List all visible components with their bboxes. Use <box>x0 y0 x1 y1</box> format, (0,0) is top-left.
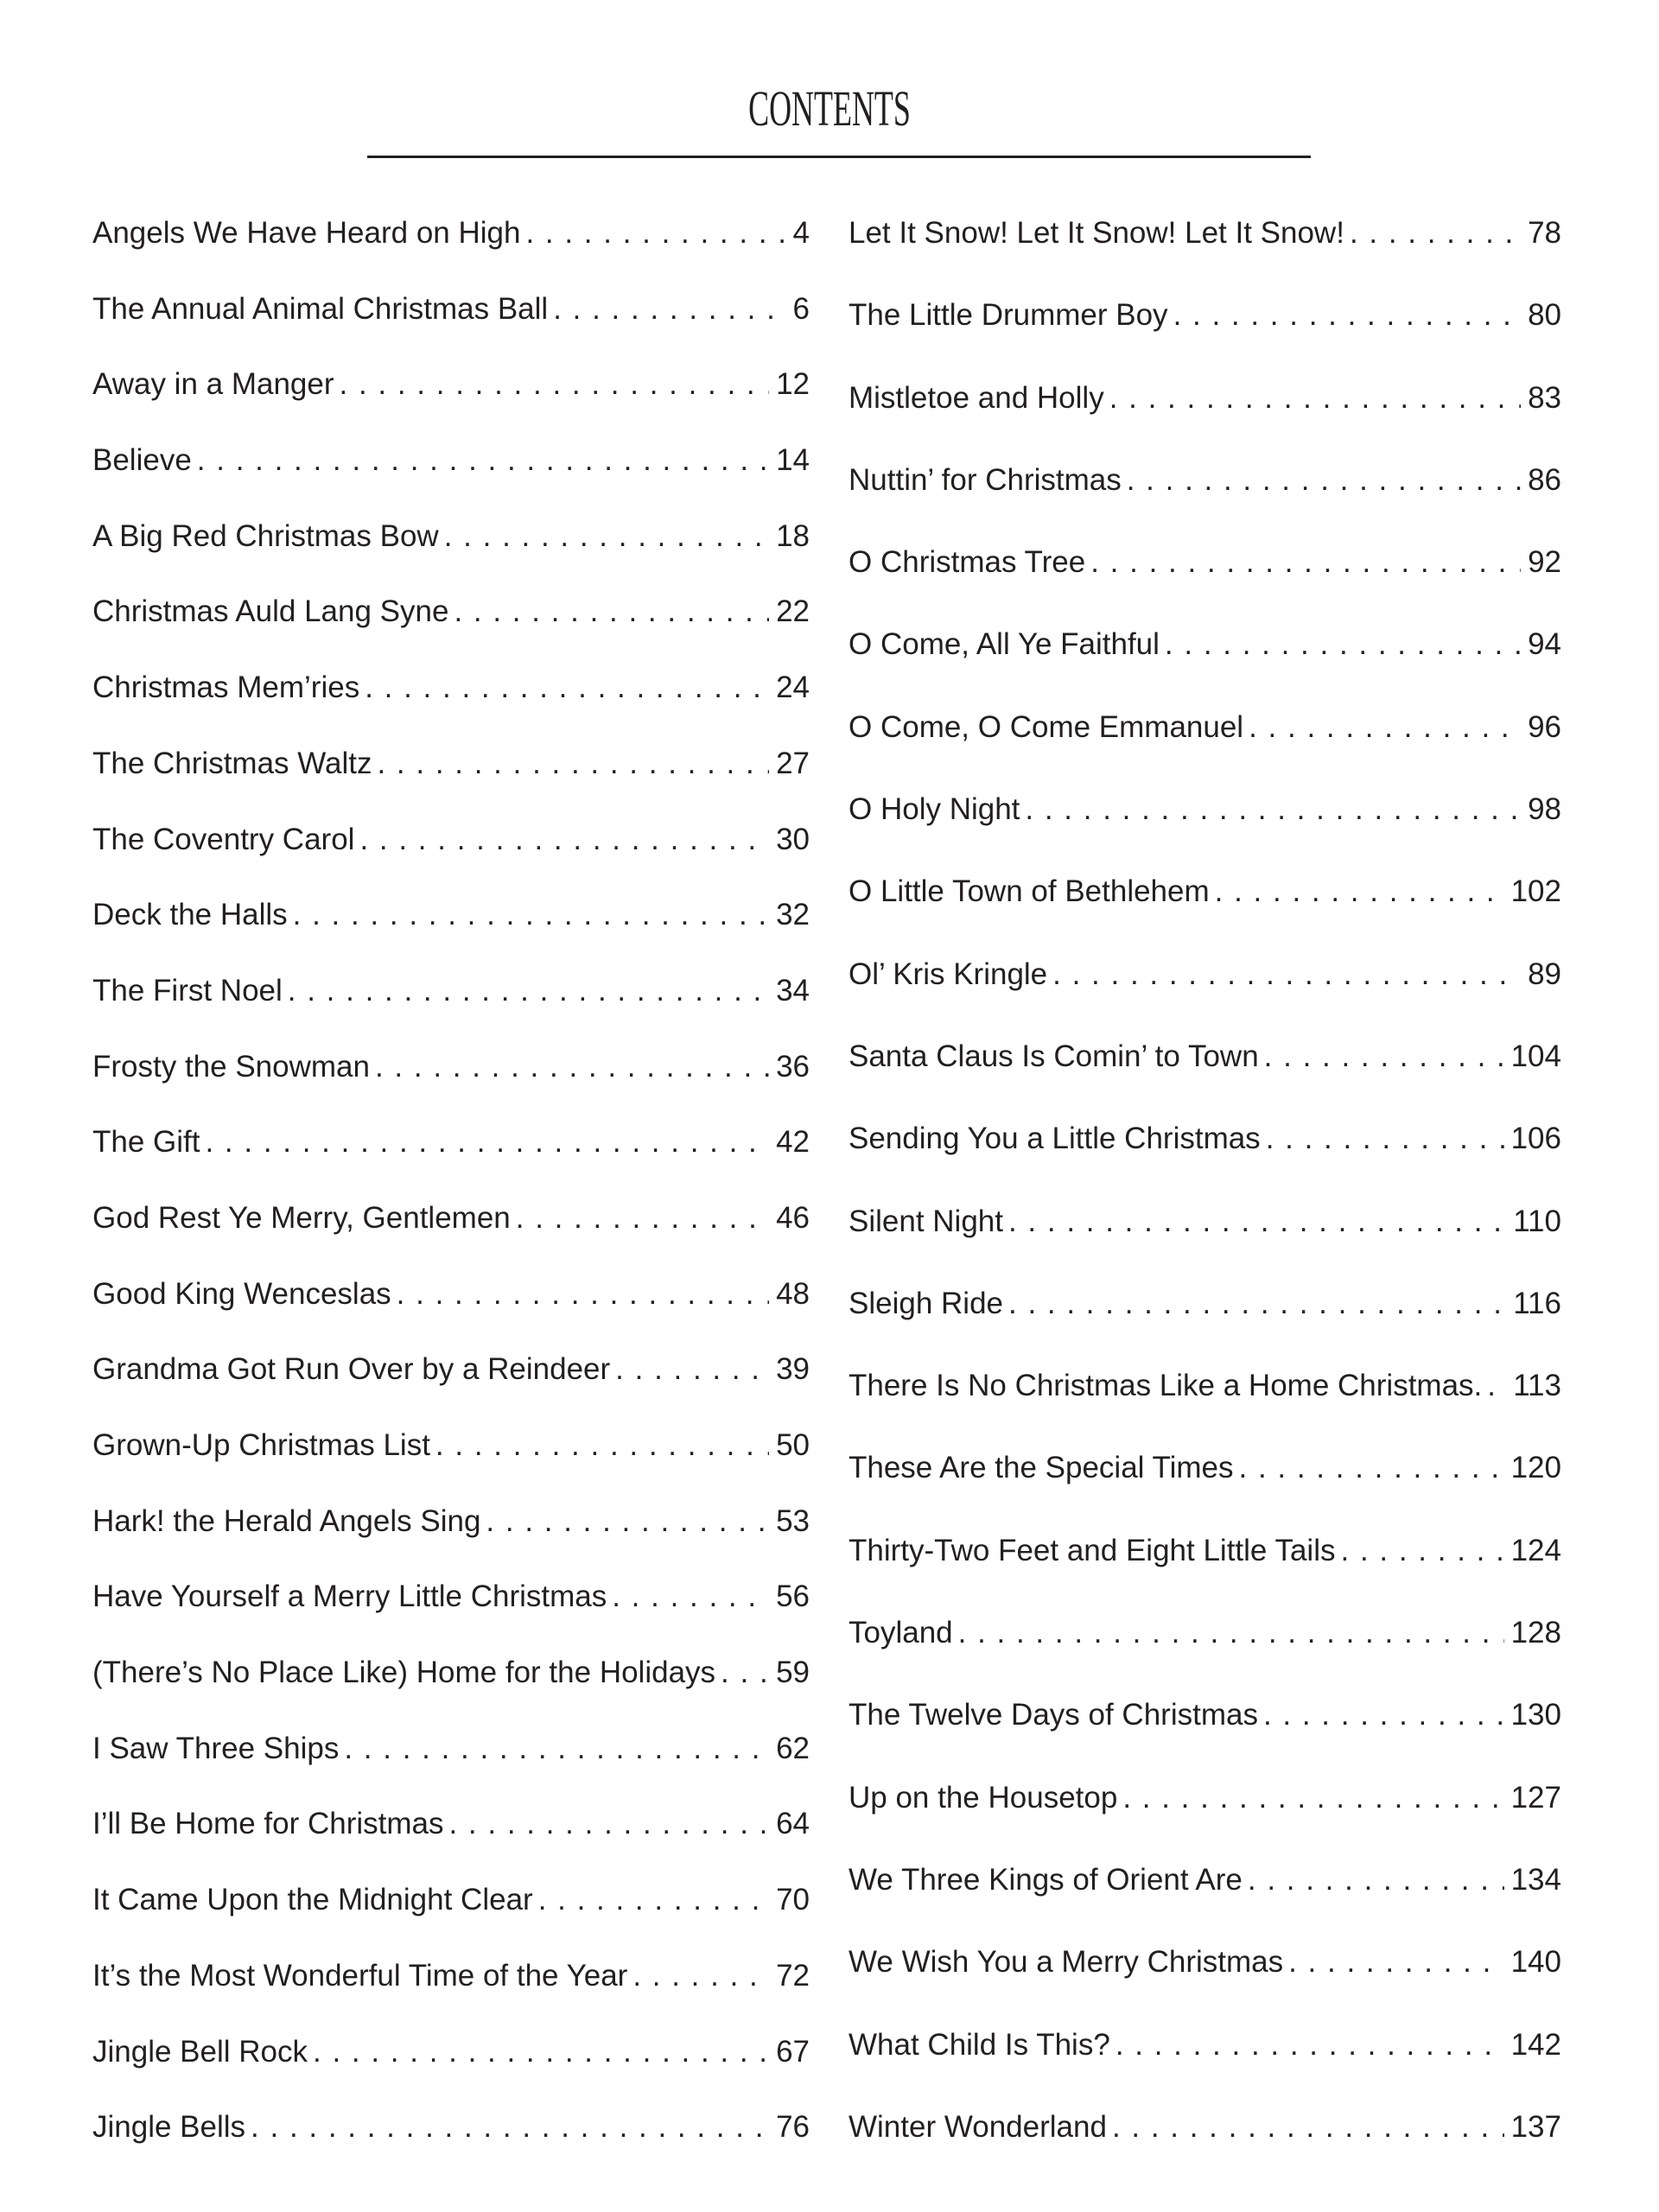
toc-entry-title: Christmas Auld Lang Syne <box>92 594 449 629</box>
toc-entry[interactable] <box>849 710 1561 792</box>
toc-entry-page-number: 83 <box>1528 380 1561 415</box>
toc-entry-page-number: 130 <box>1510 1698 1561 1732</box>
toc-entry-page-number: 92 <box>1528 545 1561 580</box>
dot-leader <box>533 1883 769 1917</box>
toc-entry[interactable] <box>92 1959 810 2035</box>
dot-leader <box>1344 216 1521 251</box>
toc-entry-page-number: 30 <box>776 822 810 856</box>
toc-entry-title: The Little Drummer Boy <box>849 298 1168 333</box>
toc-entry-title: O Come, O Come Emmanuel <box>849 709 1244 744</box>
dot-leader <box>1003 1287 1506 1321</box>
toc-entry-title: Nuttin’ for Christmas <box>849 462 1122 497</box>
toc-entry-title: Jingle Bells <box>92 2110 246 2145</box>
toc-entry-page-number: 4 <box>792 216 810 250</box>
dot-leader <box>1259 1039 1504 1074</box>
toc-entry-title: Have Yourself a Merry Little Christmas <box>92 1580 607 1614</box>
toc-entry-title: The Twelve Days of Christmas <box>849 1698 1258 1732</box>
toc-entry[interactable] <box>849 874 1561 957</box>
toc-entry-page-number: 142 <box>1510 2027 1561 2062</box>
toc-entry-page-number: 89 <box>1528 957 1561 991</box>
toc-entry-page-number: 137 <box>1510 2109 1561 2144</box>
page-title: CONTENTS <box>748 80 911 137</box>
toc-entry[interactable] <box>849 2028 1561 2110</box>
dot-leader <box>334 367 770 402</box>
toc-entry[interactable] <box>849 1039 1561 1122</box>
toc-entry-page-number: 96 <box>1528 709 1561 744</box>
toc-entry[interactable] <box>92 1352 810 1428</box>
toc-entry-page-number: 98 <box>1528 792 1561 827</box>
toc-entry-title: O Holy Night <box>849 792 1020 827</box>
toc-entry[interactable] <box>849 216 1561 298</box>
toc-entry[interactable] <box>849 627 1561 709</box>
toc-entry[interactable] <box>849 298 1561 380</box>
toc-entry[interactable] <box>92 1504 810 1580</box>
toc-entry-title: Grown-Up Christmas List <box>92 1428 430 1462</box>
toc-entry-title: Sending You a Little Christmas <box>849 1122 1261 1156</box>
dot-leader <box>1122 463 1521 498</box>
toc-entry-page-number: 140 <box>1510 1945 1561 1980</box>
toc-entry[interactable] <box>849 463 1561 545</box>
toc-entry-title: Santa Claus Is Comin’ to Town <box>849 1039 1259 1073</box>
dot-leader <box>610 1352 769 1387</box>
toc-entry[interactable] <box>92 823 810 899</box>
toc-entry-page-number: 50 <box>776 1428 810 1462</box>
dot-leader <box>1020 792 1521 827</box>
dot-leader <box>1003 1205 1506 1239</box>
dot-leader <box>339 1732 769 1766</box>
toc-entry-title: Good King Wenceslas <box>92 1276 391 1311</box>
toc-entry-title: Toyland <box>849 1616 953 1650</box>
dot-leader <box>627 1959 769 1993</box>
dot-leader <box>511 1201 769 1236</box>
toc-entry-page-number: 113 <box>1513 1369 1561 1403</box>
toc-entry-page-number: 124 <box>1510 1533 1561 1567</box>
dot-leader <box>359 671 769 705</box>
dot-leader <box>1168 298 1522 333</box>
toc-entry-page-number: 59 <box>776 1656 810 1690</box>
toc-entry[interactable] <box>92 1050 810 1126</box>
toc-entry[interactable] <box>92 747 810 823</box>
toc-entry-title: (There’s No Place Like) Home for the Holidays <box>92 1656 716 1690</box>
toc-entry-page-number: 48 <box>776 1276 810 1311</box>
toc-entry-title: God Rest Ye Merry, Gentlemen <box>92 1200 511 1235</box>
toc-entry-title: Christmas Mem’ries <box>92 671 360 705</box>
toc-entry[interactable] <box>849 1122 1561 1204</box>
contents-left-column <box>92 216 810 2186</box>
dot-leader <box>953 1616 1504 1650</box>
toc-entry[interactable] <box>849 1863 1561 1945</box>
title-divider <box>367 156 1311 158</box>
dot-leader <box>1104 381 1521 416</box>
toc-entry-title: O Come, All Ye Faithful <box>849 627 1160 662</box>
toc-entry-page-number: 62 <box>776 1731 810 1765</box>
dot-leader <box>1283 1945 1503 1980</box>
toc-entry-page-number: 56 <box>776 1580 810 1614</box>
toc-entry-page-number: 80 <box>1528 298 1561 333</box>
toc-entry-title: It’s the Most Wonderful Time of the Year <box>92 1958 628 1993</box>
toc-entry[interactable] <box>849 2110 1561 2192</box>
dot-leader <box>1210 874 1504 909</box>
toc-entry-page-number: 34 <box>776 973 810 1007</box>
toc-entry-page-number: 27 <box>776 746 810 780</box>
toc-entry-title: The Christmas Waltz <box>92 746 372 780</box>
dot-leader <box>283 974 769 1008</box>
toc-entry-page-number: 32 <box>776 898 810 932</box>
toc-entry[interactable] <box>92 2035 810 2111</box>
toc-entry-page-number: 78 <box>1528 216 1561 250</box>
dot-leader <box>448 594 769 629</box>
toc-entry-page-number: 12 <box>776 367 810 402</box>
dot-leader <box>372 747 769 781</box>
dot-leader <box>715 1656 769 1690</box>
toc-entry-page-number: 134 <box>1510 1862 1561 1897</box>
toc-entry-page-number: 106 <box>1510 1122 1561 1156</box>
toc-entry-page-number: 72 <box>776 1958 810 1993</box>
toc-entry[interactable] <box>92 671 810 747</box>
toc-entry-page-number: 128 <box>1510 1616 1561 1650</box>
toc-entry-page-number: 42 <box>776 1125 810 1160</box>
toc-entry-title: We Three Kings of Orient Are <box>849 1862 1243 1897</box>
toc-entry[interactable] <box>92 974 810 1050</box>
toc-entry[interactable] <box>92 1656 810 1732</box>
toc-entry-title: I Saw Three Ships <box>92 1731 340 1765</box>
dot-leader <box>439 519 769 554</box>
toc-entry-page-number: 53 <box>776 1503 810 1538</box>
toc-entry-title: Believe <box>92 443 192 478</box>
dot-leader <box>443 1807 769 1841</box>
toc-entry[interactable] <box>849 1945 1561 2027</box>
toc-entry-page-number: 70 <box>776 1883 810 1917</box>
toc-entry-title: Up on the Housetop <box>849 1780 1118 1815</box>
toc-entry-page-number: 104 <box>1510 1039 1561 1073</box>
toc-entry-page-number: 22 <box>776 594 810 629</box>
toc-entry-title: Frosty the Snowman <box>92 1049 370 1084</box>
dot-leader <box>520 216 785 251</box>
toc-entry[interactable] <box>849 545 1561 627</box>
toc-entry-page-number: 46 <box>776 1200 810 1235</box>
toc-entry[interactable] <box>849 1369 1561 1451</box>
toc-entry-title: The First Noel <box>92 973 283 1007</box>
toc-entry[interactable] <box>92 1580 810 1656</box>
dot-leader <box>245 2110 769 2145</box>
toc-entry[interactable] <box>92 594 810 671</box>
toc-entry[interactable] <box>92 2110 810 2186</box>
dot-leader <box>1261 1122 1504 1156</box>
toc-entry-title: Sleigh Ride <box>849 1286 1003 1320</box>
toc-entry-title: The Annual Animal Christmas Ball <box>92 291 549 326</box>
toc-entry[interactable] <box>92 1883 810 1959</box>
toc-entry-title: Let It Snow! Let It Snow! Let It Snow! <box>849 216 1344 250</box>
dot-leader <box>1234 1451 1504 1485</box>
toc-entry[interactable] <box>92 1277 810 1353</box>
dot-leader <box>480 1504 769 1539</box>
dot-leader <box>1160 627 1521 662</box>
toc-entry[interactable] <box>849 1205 1561 1287</box>
toc-entry-title: There Is No Christmas Like a Home Christmas. <box>849 1369 1483 1403</box>
toc-entry-page-number: 18 <box>776 518 810 553</box>
dot-leader <box>430 1428 769 1463</box>
toc-entry[interactable] <box>92 1201 810 1277</box>
dot-leader <box>1107 2110 1504 2145</box>
contents-right-column <box>849 216 1561 2192</box>
dot-leader <box>308 2035 769 2069</box>
toc-entry[interactable] <box>849 1287 1561 1369</box>
dot-leader <box>1243 710 1521 745</box>
toc-entry-title: O Little Town of Bethlehem <box>849 874 1210 909</box>
toc-entry[interactable] <box>92 443 810 519</box>
dot-leader <box>1117 1781 1503 1815</box>
toc-entry-title: These Are the Special Times <box>849 1451 1234 1485</box>
dot-leader <box>1110 2028 1504 2063</box>
toc-entry-title: Jingle Bell Rock <box>92 2034 308 2069</box>
toc-entry[interactable] <box>92 1428 810 1504</box>
toc-entry-title: Mistletoe and Holly <box>849 380 1104 415</box>
toc-entry-page-number: 120 <box>1510 1451 1561 1485</box>
toc-entry[interactable] <box>849 1616 1561 1698</box>
toc-entry-title: It Came Upon the Midnight Clear <box>92 1883 533 1917</box>
toc-entry[interactable] <box>849 1698 1561 1780</box>
dot-leader <box>1336 1534 1504 1568</box>
toc-entry-page-number: 102 <box>1510 874 1561 909</box>
toc-entry[interactable] <box>92 898 810 974</box>
toc-entry-title: O Christmas Tree <box>849 545 1086 580</box>
dot-leader <box>200 1125 769 1160</box>
dot-leader <box>1243 1863 1504 1897</box>
dot-leader <box>354 823 769 857</box>
toc-entry[interactable] <box>92 519 810 595</box>
toc-entry[interactable] <box>92 1125 810 1201</box>
toc-entry-title: Silent Night <box>849 1204 1003 1238</box>
toc-entry-page-number: 94 <box>1528 627 1561 662</box>
toc-entry[interactable] <box>92 1732 810 1808</box>
toc-entry-title: Angels We Have Heard on High <box>92 216 521 250</box>
toc-entry-title: Winter Wonderland <box>849 2109 1107 2144</box>
toc-entry-page-number: 116 <box>1513 1286 1561 1320</box>
toc-entry-title: We Wish You a Merry Christmas <box>849 1945 1284 1980</box>
toc-entry[interactable] <box>849 1534 1561 1616</box>
toc-entry-page-number: 86 <box>1528 462 1561 497</box>
toc-entry-page-number: 76 <box>776 2110 810 2145</box>
toc-entry[interactable] <box>849 1781 1561 1863</box>
dot-leader <box>607 1580 769 1614</box>
toc-entry[interactable] <box>92 292 810 368</box>
toc-entry[interactable] <box>92 367 810 443</box>
toc-entry-page-number: 67 <box>776 2034 810 2069</box>
dot-leader <box>370 1050 769 1084</box>
toc-entry[interactable] <box>849 792 1561 874</box>
toc-entry-page-number: 6 <box>792 291 810 326</box>
toc-entry[interactable] <box>849 957 1561 1039</box>
toc-entry-page-number: 36 <box>776 1049 810 1084</box>
toc-entry-title: Ol’ Kris Kringle <box>849 957 1048 991</box>
toc-entry-page-number: 14 <box>776 443 810 478</box>
toc-entry-page-number: 64 <box>776 1807 810 1841</box>
toc-entry-title: Grandma Got Run Over by a Reindeer <box>92 1352 611 1387</box>
toc-entry-title: The Coventry Carol <box>92 822 355 856</box>
toc-entry-title: Hark! the Herald Angels Sing <box>92 1503 481 1538</box>
toc-entry-title: Deck the Halls <box>92 898 288 932</box>
toc-entry-title: What Child Is This? <box>849 2027 1110 2062</box>
dot-leader <box>192 443 769 478</box>
toc-entry-page-number: 24 <box>776 671 810 705</box>
toc-entry[interactable] <box>849 1451 1561 1533</box>
dot-leader <box>391 1277 769 1312</box>
dot-leader <box>1482 1369 1506 1403</box>
dot-leader <box>1258 1698 1504 1732</box>
dot-leader <box>288 898 769 932</box>
toc-entry-page-number: 127 <box>1510 1780 1561 1815</box>
toc-entry-title: Away in a Manger <box>92 367 334 402</box>
toc-entry-title: I’ll Be Home for Christmas <box>92 1807 444 1841</box>
dot-leader <box>548 292 785 327</box>
toc-entry[interactable] <box>92 1807 810 1883</box>
dot-leader <box>1047 957 1521 992</box>
toc-entry-title: A Big Red Christmas Bow <box>92 518 439 553</box>
toc-entry[interactable] <box>92 216 810 292</box>
dot-leader <box>1085 545 1521 580</box>
toc-entry-title: Thirty-Two Feet and Eight Little Tails <box>849 1533 1336 1567</box>
toc-entry-title: The Gift <box>92 1125 200 1160</box>
toc-entry-page-number: 39 <box>776 1352 810 1387</box>
toc-entry-page-number: 110 <box>1513 1204 1561 1238</box>
toc-entry[interactable] <box>849 381 1561 463</box>
